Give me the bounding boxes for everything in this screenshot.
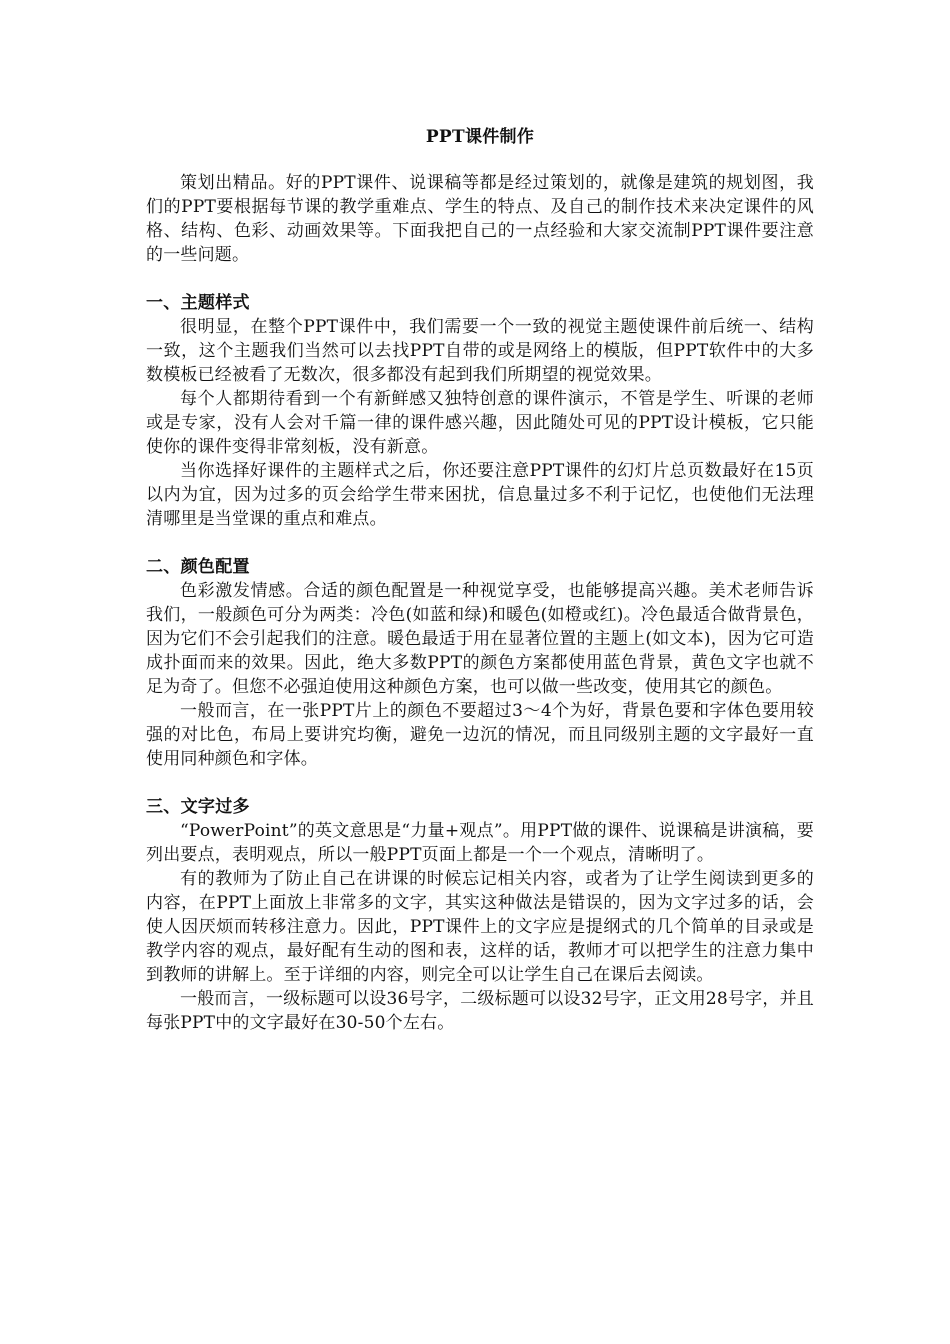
body-paragraph: 有的教师为了防止自己在讲课的时候忘记相关内容，或者为了让学生阅读到更多的内容，在PPT上面放上非常多的文字，其实这种做法是错误的，因为文字过多的话，会使人因厌烦而转移注意力。因此，PPT课件上的文字应是提纲式的几个简单的目录或是教学内容的观点，最好配有生动的图和表，这样的话，教师才可以把学生的注意力集中到教师的讲解上。至于详细的内容，则完全可以让学生自己在课后去阅读。 [146,869,814,985]
body-paragraph: 色彩激发情感。合适的颜色配置是一种视觉享受，也能够提高兴趣。美术老师告诉我们，一般颜色可分为两类：冷色(如蓝和绿)和暖色(如橙或红)。冷色最适合做背景色，因为它们不会引起我们的注意。暖色最适于用在显著位置的主题上(如文本)，因为它可造成扑面而来的效果。因此，绝大多数PPT的颜色方案都使用蓝色背景，黄色文字也就不足为奇了。但您不必强迫使用这种颜色方案，也可以做一些改变，使用其它的颜色。 [146,581,814,697]
section-theme-style [146,291,814,531]
document-page [146,125,814,1035]
section-too-much-text [146,795,814,1035]
body-paragraph: 很明显，在整个PPT课件中，我们需要一个一致的视觉主题使课件前后统一、结构一致，这个主题我们当然可以去找PPT自带的或是网络上的模版，但PPT软件中的大多数模板已经被看了无数次，很多都没有起到我们所期望的视觉效果。 [146,317,814,385]
section-color-config [146,555,814,771]
body-paragraph: 每个人都期待看到一个有新鲜感又独特创意的课件演示，不管是学生、听课的老师或是专家，没有人会对千篇一律的课件感兴趣，因此随处可见的PPT设计模板，它只能使你的课件变得非常刻板，没有新意。 [146,389,814,457]
section-heading: 二、颜色配置 [146,557,250,577]
section-heading: 一、主题样式 [146,293,250,313]
document-title: PPT课件制作 [425,127,535,147]
body-paragraph: 一般而言，一级标题可以设36号字，二级标题可以设32号字，正文用28号字，并且每张PPT中的文字最好在30-50个左右。 [146,989,814,1033]
intro-paragraph: 策划出精品。好的PPT课件、说课稿等都是经过策划的，就像是建筑的规划图，我们的PPT要根据每节课的教学重难点、学生的特点、及自己的制作技术来决定课件的风格、结构、色彩、动画效果等。下面我把自己的一点经验和大家交流制PPT课件要注意的一些问题。 [146,173,814,265]
body-paragraph: “PowerPoint”的英文意思是“力量+观点”。用PPT做的课件、说课稿是讲演稿，要列出要点，表明观点，所以一般PPT页面上都是一个一个观点，清晰明了。 [146,821,814,865]
body-paragraph: 当你选择好课件的主题样式之后，你还要注意PPT课件的幻灯片总页数最好在15页以内为宜，因为过多的页会给学生带来困扰，信息量过多不利于记忆，也使他们无法理清哪里是当堂课的重点和难点。 [146,461,814,529]
section-heading: 三、文字过多 [146,797,250,817]
body-paragraph: 一般而言，在一张PPT片上的颜色不要超过3～4个为好，背景色要和字体色要用较强的对比色，布局上要讲究均衡，避免一边沉的情况，而且同级别主题的文字最好一直使用同种颜色和字体。 [146,701,814,769]
